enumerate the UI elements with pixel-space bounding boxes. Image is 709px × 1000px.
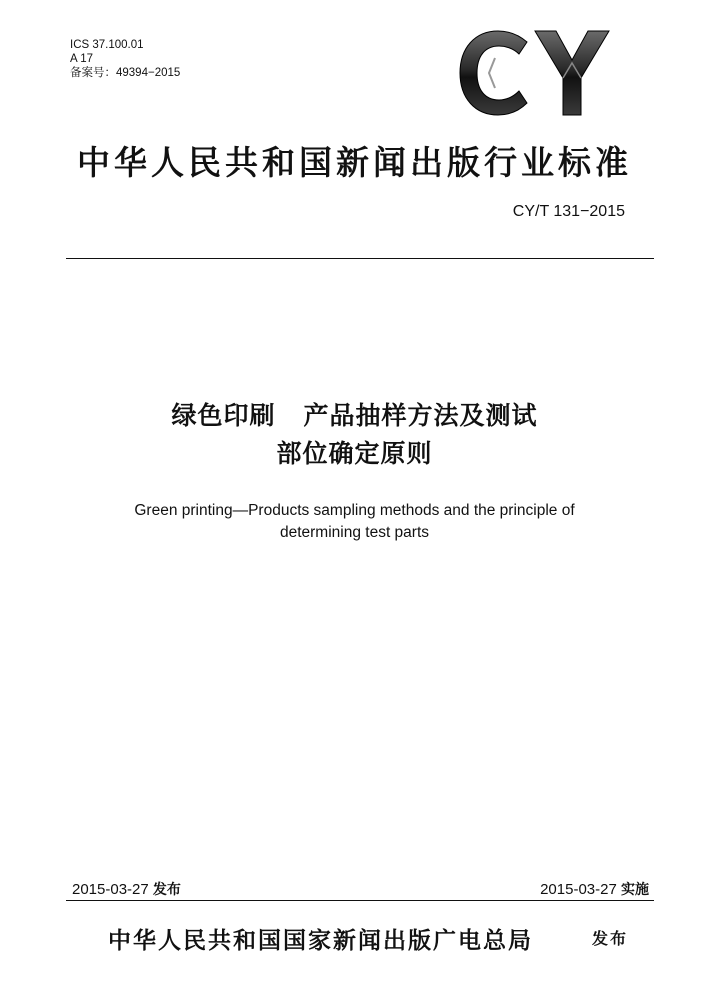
english-title-line-2: determining test parts: [279, 524, 430, 541]
cy-logo-graphic: [455, 28, 615, 118]
effective-date: 2015-03-27: [540, 881, 617, 898]
ics-code: ICS 37.100.01: [70, 39, 144, 51]
english-title-line-1: Green printing—Products sampling methods and the principle of: [134, 502, 575, 519]
effective-date-block: [540, 879, 649, 899]
top-divider: [66, 258, 654, 259]
record-number: 备案号：49394−2015: [70, 67, 181, 79]
chinese-title-part-b: 产品抽样方法及测试: [303, 401, 538, 430]
effective-label: 实施: [621, 882, 649, 898]
chinese-title-line-2: 部位确定原则: [276, 439, 433, 468]
chinese-title-part-a: 绿色印刷: [171, 401, 276, 430]
industry-standard-title: 中华人民共和国新闻出版行业标准: [77, 143, 632, 182]
release-label: 发布: [152, 882, 181, 898]
chinese-title-line-1: [0, 396, 709, 432]
issuing-label: 发布: [592, 929, 629, 948]
cy-logo: [455, 28, 615, 118]
classification-code: A 17: [70, 53, 94, 65]
issuing-authority: 中华人民共和国国家新闻出版广电总局: [108, 928, 533, 954]
release-date-block: [72, 879, 181, 899]
standard-code: CY/T 131−2015: [512, 203, 625, 220]
release-date: 2015-03-27: [72, 881, 149, 898]
metadata-block: [70, 38, 180, 80]
bottom-divider: [66, 900, 654, 901]
